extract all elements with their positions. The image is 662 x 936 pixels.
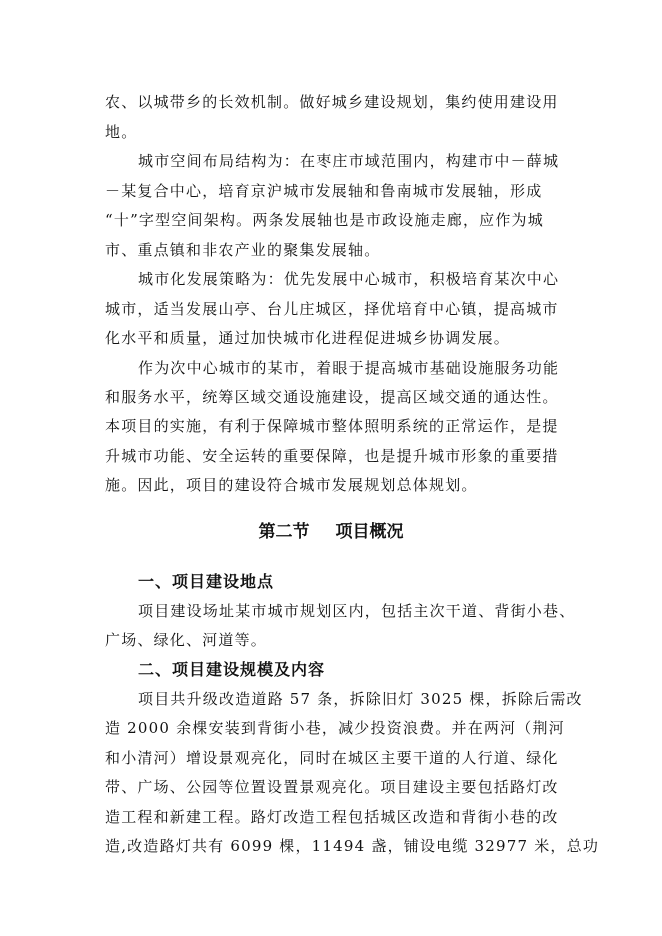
text-line: 农、以城带乡的长效机制。做好城乡建设规划，集约使用建设用 — [105, 93, 559, 111]
section-number: 第二节 — [258, 522, 310, 542]
section-name: 项目概况 — [335, 522, 404, 542]
text-line: 城市化发展策略为：优先发展中心城市，积极培育某次中心 — [138, 270, 560, 288]
text-line: 市、重点镇和非农产业的聚集发展轴。 — [105, 241, 381, 259]
text-line: 造,改造路灯共有 6099 棵，11494 盏，铺设电缆 32977 米，总功 — [105, 837, 600, 855]
text-line: 本项目的实施，有利于保障城市整体照明系统的正常运作，是提 — [105, 417, 559, 435]
text-line: 化水平和质量，通过加快城市化进程促进城乡协调发展。 — [105, 329, 511, 347]
text-line: 作为次中心城市的某市，着眼于提高城市基础设施服务功能 — [138, 359, 560, 377]
text-line: 施。因此，项目的建设符合城市发展规划总体规划。 — [105, 476, 478, 494]
text-line: 地。 — [105, 123, 138, 141]
text-line: 项目共升级改造道路 57 条，拆除旧灯 3025 棵，拆除后需改 — [138, 690, 583, 708]
text-line: 带、广场、公园等位置设置景观亮化。项目建设主要包括路灯改 — [105, 778, 559, 796]
text-line: 和服务水平，统筹区域交通设施建设，提高区域交通的通达性。 — [105, 388, 559, 406]
subsection-heading: 一、项目建设地点 — [138, 572, 275, 591]
subsection-heading: 二、项目建设规模及内容 — [138, 660, 326, 679]
text-line: －某复合中心，培育京沪城市发展轴和鲁南城市发展轴，形成 — [105, 182, 543, 200]
text-line: 项目建设场址某市城市规划区内，包括主次干道、背街小巷、 — [138, 602, 576, 620]
text-line: 和小清河）增设景观亮化，同时在城区主要干道的人行道、绿化 — [105, 749, 559, 767]
text-line: 城市空间布局结构为：在枣庄市域范围内，构建市中－薛城 — [138, 152, 560, 170]
text-line: 城市，适当发展山亭、台儿庄城区，择优培育中心镇，提高城市 — [105, 300, 559, 318]
text-line: “十”字型空间架构。两条发展轴也是市政设施走廊，应作为城 — [105, 211, 544, 229]
section-title — [0, 521, 662, 543]
text-line: 升城市功能、安全运转的重要保障，也是提升城市形象的重要措 — [105, 447, 559, 465]
text-line: 广场、绿化、河道等。 — [105, 631, 268, 649]
text-line: 造工程和新建工程。路灯改造工程包括城区改造和背街小巷的改 — [105, 808, 559, 826]
text-line: 造 2000 余棵安装到背街小巷，减少投资浪费。并在两河（荆河 — [105, 719, 565, 737]
